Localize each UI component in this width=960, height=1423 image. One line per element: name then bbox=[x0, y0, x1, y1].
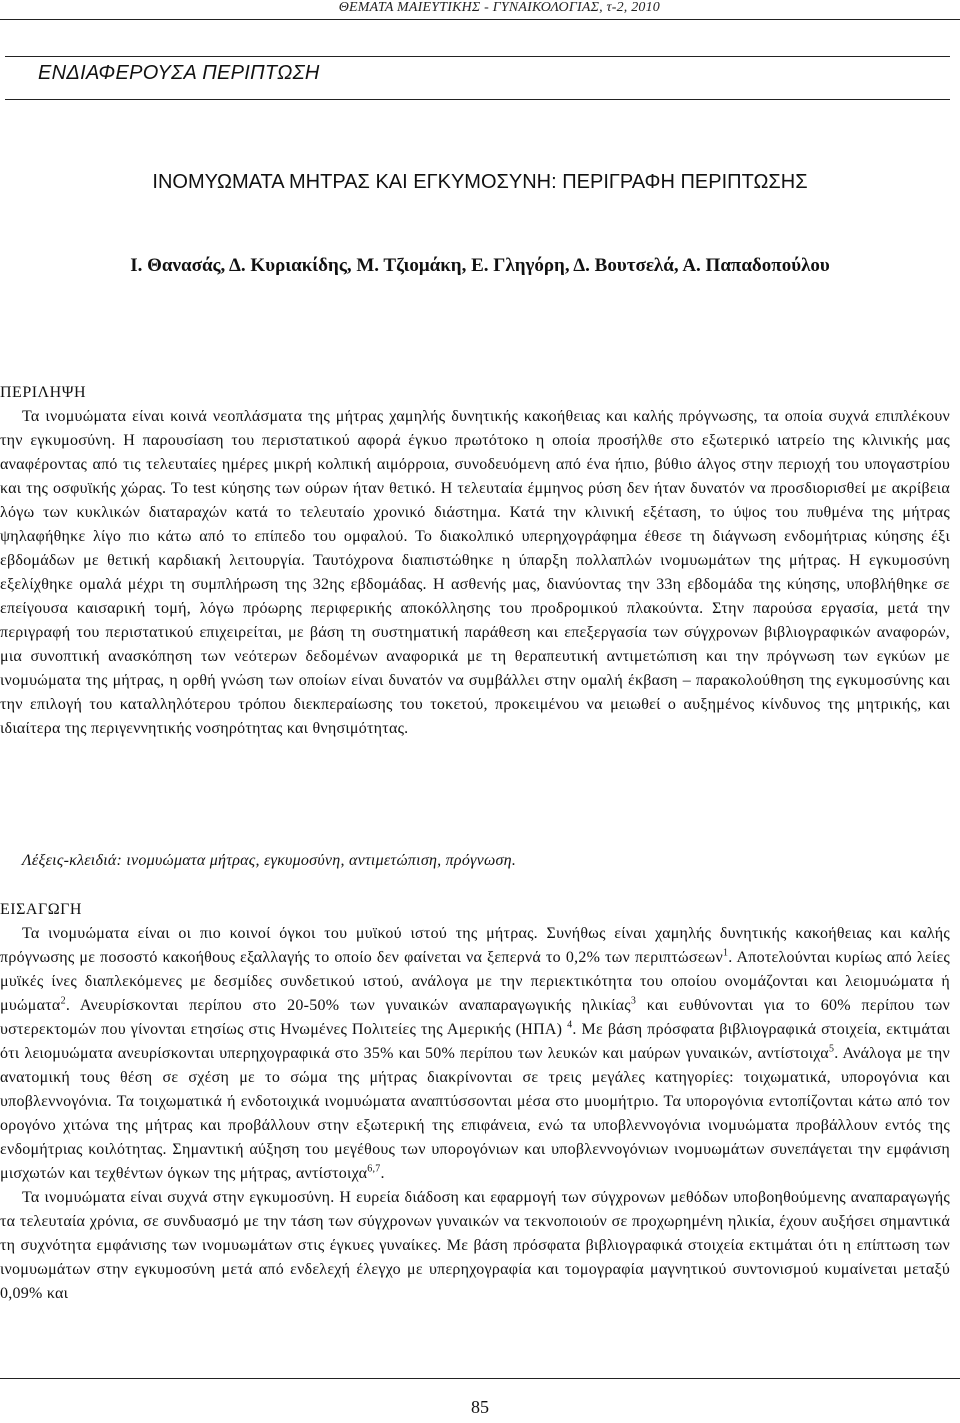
footer-rule bbox=[0, 1378, 960, 1379]
abstract-heading: ΠΕΡΙΛΗΨΗ bbox=[0, 384, 87, 401]
section-label: ΕΝΔΙΑΦΕΡΟΥΣΑ ΠΕΡΙΠΤΩΣΗ bbox=[38, 62, 320, 84]
reference-superscript: 6,7 bbox=[367, 1163, 381, 1175]
article-authors: Ι. Θανασάς, Δ. Κυριακίδης, Μ. Τζιομάκη, Ε. Γληγόρη, Δ. Βουτσελά, Α. Παπαδοπούλου bbox=[130, 255, 830, 276]
keywords-line bbox=[0, 849, 950, 873]
introduction-paragraph-2: Τα ινομυώματα είναι συχνά στην εγκυμοσύνη. Η ευρεία διάδοση και εφαρμογή των σύγχρονων μεθόδων υποβοηθούμενης αναπαραγωγής τα τελευταία χρόνια, σε συνδυασμό με την τάση των σύγχρονων γυναικών να τεκνοποιούν σε προχωρημένη ηλικία, έχουν αυξήσει σημαντικά τη συχνότητα εμφάνισης των ινομυωμάτων στις έγκυες γυναίκες. Με βάση πρόσφατα βιβλιογραφικά στοιχεία εκτιμάται ότι η επίπτωση των ινομυωμάτων στην εγκυμοσύνη μετά από ενδελεχή έλεγχο με υπερηχογραφία και τομογραφία μαγνητικού συντονισμού κυμαίνεται μεταξύ 0,09% και bbox=[0, 1189, 950, 1302]
intro-text-segment: . Με βάση πρόσφατα βιβλιογραφικά στοιχεία, εκτιμάται ότι λειομυώματα ανευρίσκονται υπερηχογραφικά στο 35% και 50% περίπου των λευκών και μαύρων γυναικών, αντίστοιχα bbox=[0, 1021, 951, 1062]
intro-text-segment: . bbox=[380, 1165, 385, 1182]
intro-text-segment: και ευθύνονται για το 60% περίπου των υστερεκτομών που γίνονται ετησίως στις Ηνωμένες Πολιτείες της Αμερικής (ΗΠΑ) bbox=[0, 997, 950, 1038]
header-rule bbox=[0, 19, 960, 20]
introduction-paragraph-1 bbox=[0, 922, 950, 1186]
intro-text-segment: . Αποτελούνται κυρίως από λείες μυϊκές ίνες διαπλεκόμενες με δεσμίδες συνδετικού ιστού, ανάλογα με την περιεκτικότητα του οποίου ονομάζονται και λειομυώματα ή μυώματα bbox=[0, 949, 950, 1014]
page-number: 85 bbox=[471, 1397, 489, 1417]
keywords-label: Λέξεις-κλειδιά: bbox=[22, 852, 123, 869]
abstract-text: Τα ινομυώματα είναι κοινά νεοπλάσματα της μήτρας χαμηλής δυνητικής κακοήθειας και καλής πρόγνωσης, τα οποία συχνά επιπλέκουν την εγκυμοσύνη. Η παρουσίαση του περιστατικού αφορά έγκυο πρωτότοκο η οποία προσήλθε στο εξωτερικό ιατρείο της κλινικής μας αναφέροντας από τις τελευταίες ημέρες μικρή κολπική αιμόρροια, συνοδευόμενη από ένα ήπιο, βύθιο άλγος στην περιοχή του υπογαστρίου και της οσφυϊκής χώρας. Το test κύησης των ούρων ήταν θετικό. Η τελευταία έμμηνος ρύση δεν ήταν δυνατόν να προσδιορισθεί με ακρίβεια λόγω των κυκλικών διαταραχών κατά το τελευταίο χρονικό διάστημα. Κατά την κλινική εξέταση, το ύψος του πυθμένα της μήτρας ψηλαφήθηκε λίγο πιο κάτω από το επίπεδο του ομφαλού. Το διακολπικό υπερηχογράφημα έθεσε τη διάγνωση ενδομήτριας κύησης έξι εβδομάδων με θετική καρδιακή λειτουργία. Ταυτόχρονα διαπιστώθηκε η ύπαρξη πολλαπλών ινομυωμάτων της μήτρας. Η εγκυμοσύνη εξελίχθηκε ομαλά μέχρι τη συμπλήρωση της 32ης εβδομάδας. Η ασθενής μας, διανύοντας την 33η εβδομάδα της κύησης, υποβλήθηκε σε επείγουσα καισαρική τομή, λόγω πρόωρης περιφερικής αποκόλλησης του προδρομικού πλακούντα. Στην παρούσα εργασία, μετά την περιγραφή του περιστατικού επιχειρείται, με βάση τη συστηματική παράθεση και επεξεργασία των σύγχρονων βιβλιογραφικών αναφορών, μια συνοπτική ανασκόπηση των νεότερων δεδομένων αναφορικά με τη θεραπευτική αντιμετώπιση και την πρόγνωση των εγκύων με ινομυώματα της μήτρας, η ορθή γνώση των οποίων είναι δυνατόν να συμβάλλει στην ομαλή έκβαση – παρακολούθηση της εγκυμοσύνης και την επιλογή του καταλληλότερου τρόπου διεκπεραίωσης του τοκετού, προκειμένου να μειωθεί ο αυξημένος κίνδυνος της μητρικής, και ιδιαίτερα της περιγεννητικής νοσηρότητας και θνησιμότητας. bbox=[0, 408, 950, 737]
introduction-heading: ΕΙΣΑΓΩΓΗ bbox=[0, 901, 82, 918]
introduction-section bbox=[0, 898, 950, 1306]
running-header: ΘΕΜΑΤΑ ΜΑΙΕΥΤΙΚΗΣ - ΓΥΝΑΙΚΟΛΟΓΙΑΣ, τ-2, 2010 bbox=[338, 0, 660, 15]
intro-text-segment: Τα ινομυώματα είναι οι πιο κοινοί όγκοι του μυϊκού ιστού της μήτρας. Συνήθως είναι χαμηλής δυνητικής κακοήθειας και καλής πρόγνωσης με ποσοστό κακοήθους εξαλλαγής το οποίο δεν φαίνεται να ξεπερνά το 0,2% των περιπτώσεων bbox=[0, 925, 950, 966]
keywords-section bbox=[0, 849, 950, 873]
reference-superscript: 3 bbox=[630, 995, 637, 1007]
intro-text-segment: . Ανευρίσκονται περίπου στο 20-50% των γυναικών αναπαραγωγικής ηλικίας bbox=[65, 997, 631, 1014]
abstract-section bbox=[0, 381, 950, 741]
reference-superscript: 2 bbox=[60, 995, 66, 1007]
keywords-text: ινομυώματα μήτρας, εγκυμοσύνη, αντιμετώπιση, πρόγνωση. bbox=[126, 852, 517, 869]
reference-superscript: 5 bbox=[828, 1043, 835, 1055]
intro-text-segment: . Ανάλογα με την ανατομική τους θέση σε σχέση με το σώμα της μήτρας διακρίνονται σε τρεις μεγάλες κατηγορίες: τοιχωματικά, υπορογόνια και υποβλεννογόνια. Τα τοιχωματικά ή ενδοτοιχικά ινομυώματα αναπτύσσονται μέσα στο μυομήτριο. Τα υπορογόνια εντοπίζονται κάτω από τον ορογόνο χιτώνα της μήτρας και προβάλλουν στην εξωτερική της επιφάνεια, ενώ τα υποβλεννογόνια ινομυώματα προβάλλουν εντός της ενδομήτριας κοιλότητας. Σημαντική αύξηση του μεγέθους των υπορογόνιων και υποβλεννογόνιων ινομυωμάτων συνεπάγεται την εμφάνιση μισχωτών και τεχθέντων όγκων της μήτρας, αντίστοιχα bbox=[0, 1045, 951, 1182]
reference-superscript: 1 bbox=[722, 947, 729, 959]
article-title: ΙΝΟΜΥΩΜΑΤΑ ΜΗΤΡΑΣ ΚΑΙ ΕΓΚΥΜΟΣΥΝΗ: ΠΕΡΙΓΡΑΦΗ ΠΕΡΙΠΤΩΣΗΣ bbox=[152, 171, 808, 193]
reference-superscript: 4 bbox=[567, 1019, 573, 1031]
